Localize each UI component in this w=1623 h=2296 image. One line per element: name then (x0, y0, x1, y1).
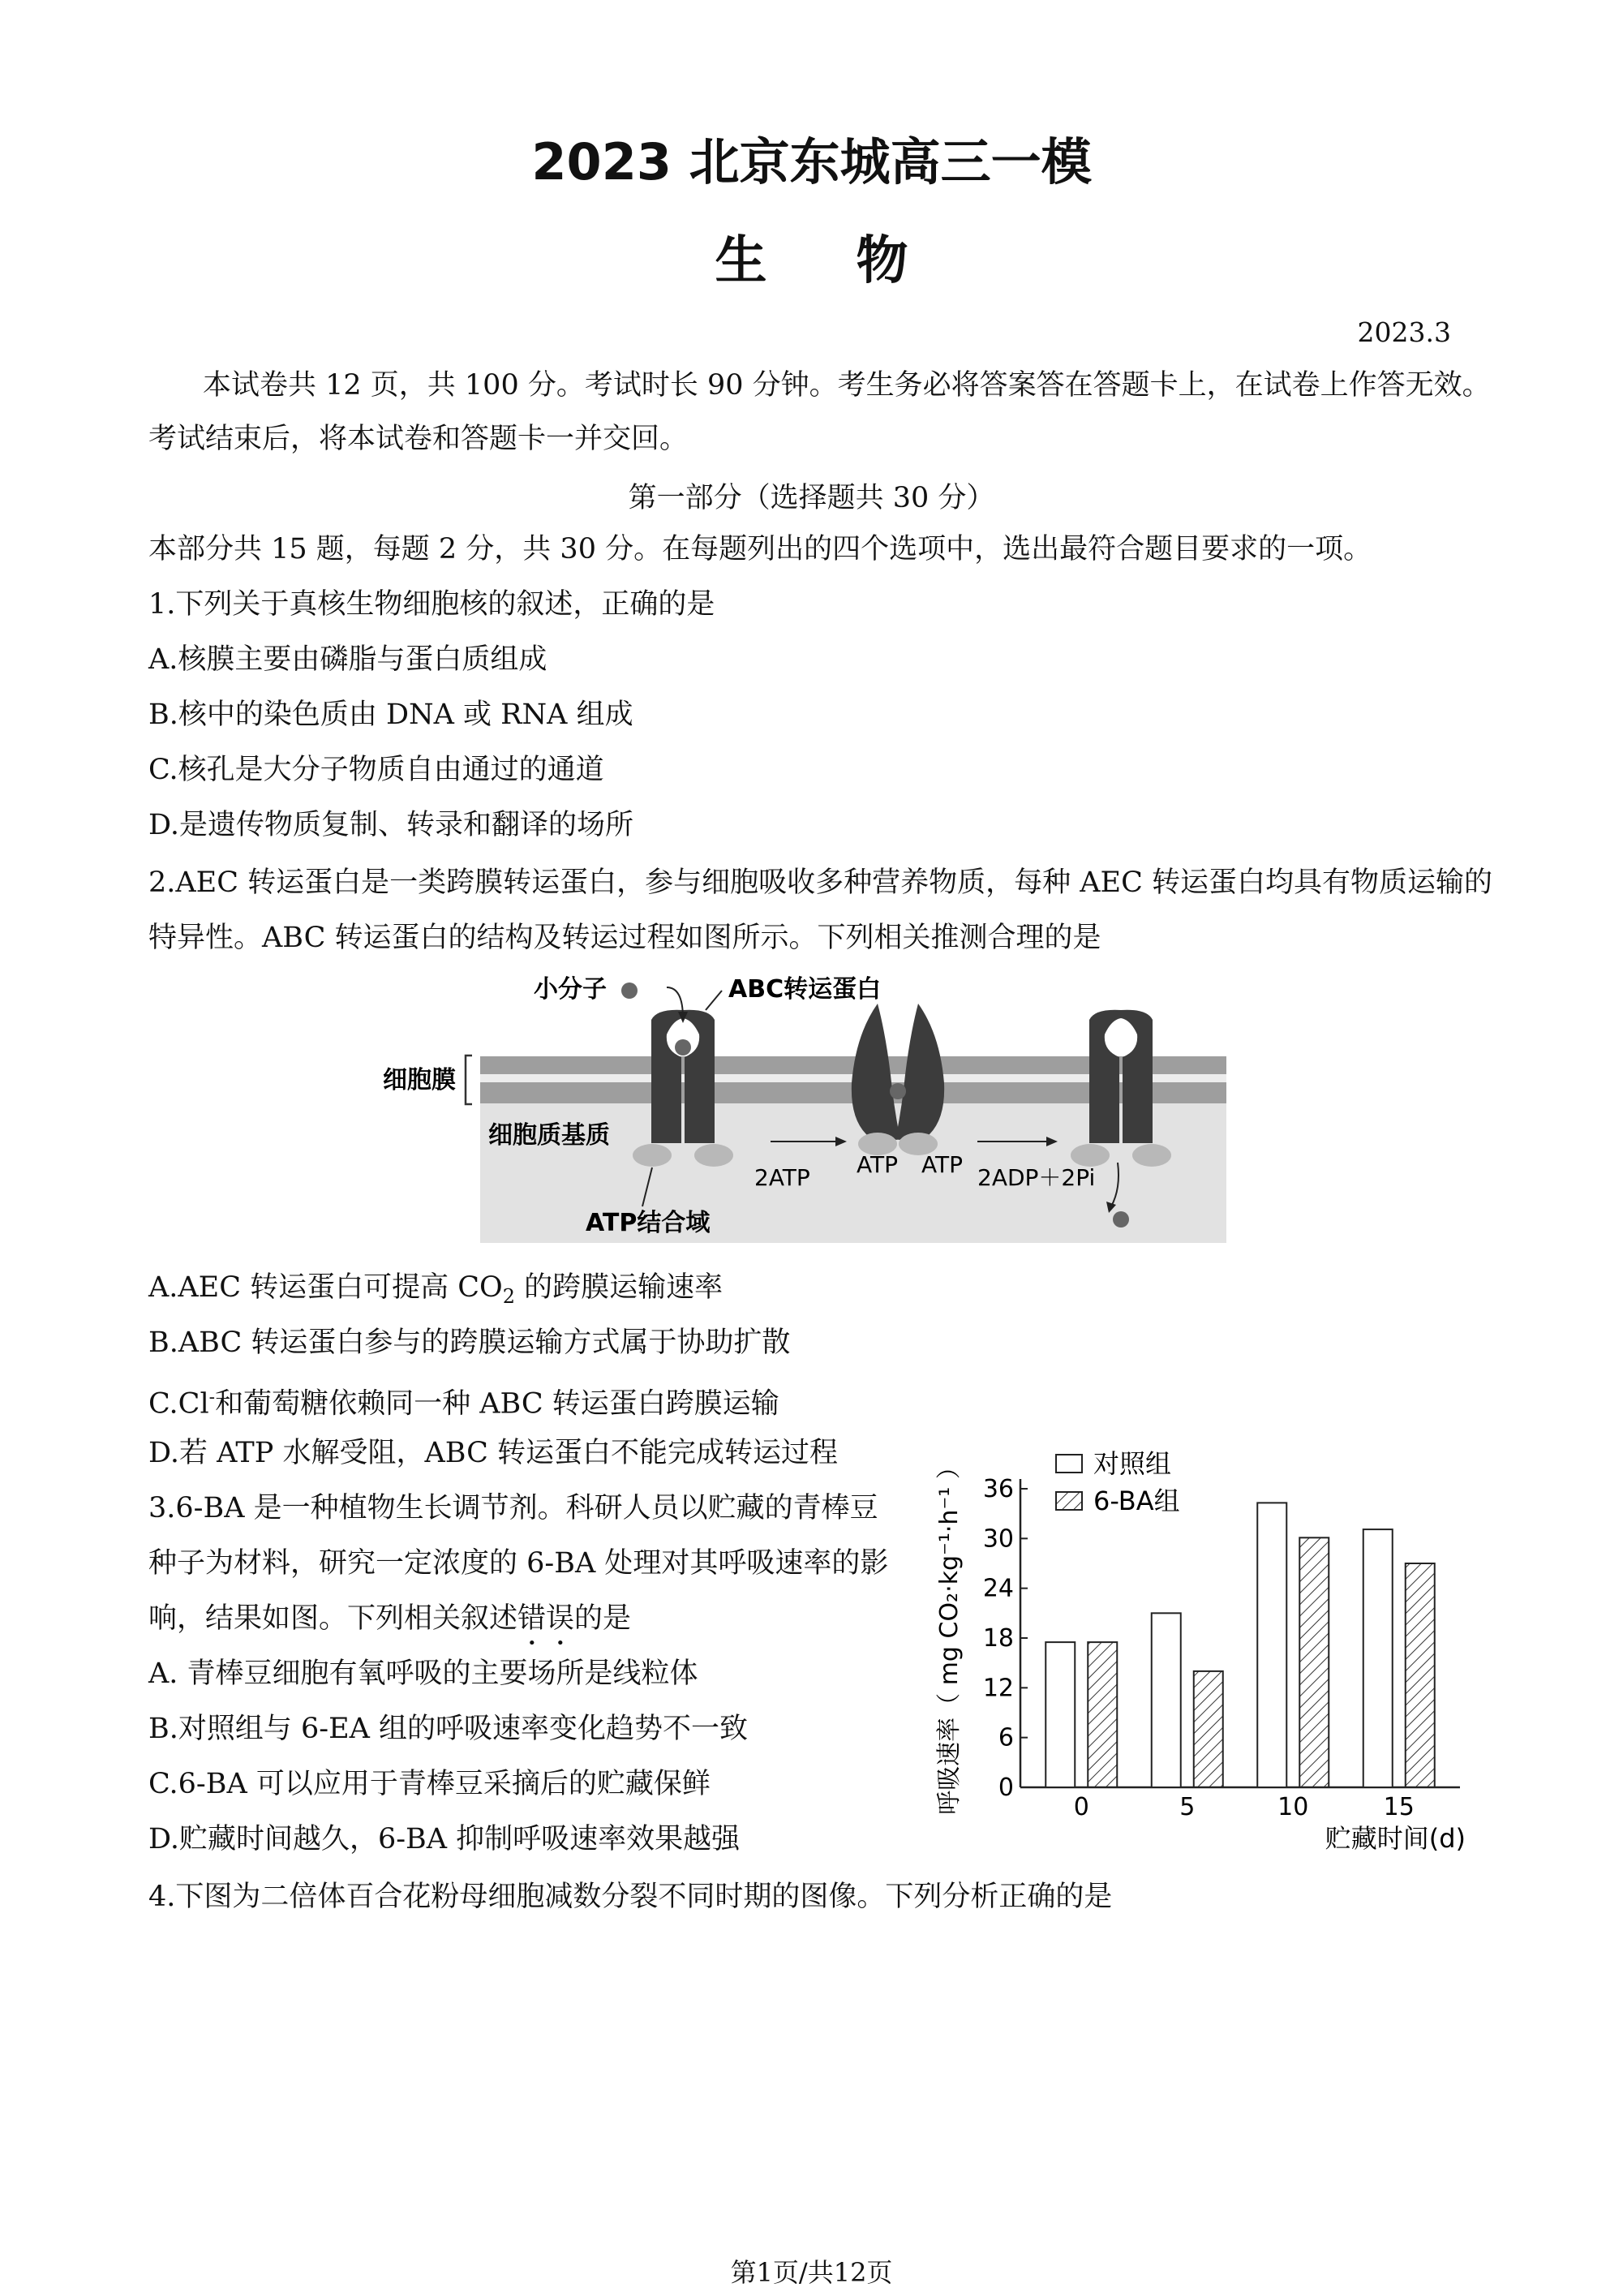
label-atp-right: ATP (921, 1151, 963, 1178)
part1-instructions: 本部分共 15 题，每题 2 分，共 30 分。在每题列出的四个选项中，选出最符合题目要求的一项。 (148, 533, 1372, 565)
q3-stem-line-3: 响，结果如图。下列相关叙述错误的是 (148, 1602, 632, 1635)
intro-line-2: 考试结束后，将本试卷和答题卡一并交回。 (148, 423, 689, 455)
chart-bar-6ba (1299, 1537, 1329, 1787)
q1-option-a: A.核膜主要由磷脂与蛋白质组成 (148, 643, 547, 676)
page-number: 第1页/共12页 (730, 2257, 893, 2288)
q2-stem-line-2: 特异性。ABC 转运蛋白的结构及转运过程如图所示。下列相关推测合理的是 (148, 922, 1101, 954)
abc-transporter-diagram (381, 970, 1249, 1249)
label-2atp: 2ATP (754, 1164, 810, 1191)
label-atp-left: ATP (857, 1151, 898, 1178)
label-adp-pi: 2ADP＋2Pi (977, 1164, 1096, 1191)
q1-option-c: C.核孔是大分子物质自由通过的通道 (148, 754, 604, 786)
chart-y-tick-label: 12 (982, 1674, 1014, 1703)
q2-option-d: D.若 ATP 水解受阻，ABC 转运蛋白不能完成转运过程 (148, 1437, 838, 1469)
chart-x-tick-label: 10 (1277, 1793, 1309, 1821)
chart-y-tick-label: 30 (982, 1524, 1014, 1554)
q1-option-b: B.核中的染色质由 DNA 或 RNA 组成 (148, 699, 633, 731)
chart-bar-control (1257, 1503, 1286, 1787)
q4-stem: 4.下图为二倍体百合花粉母细胞减数分裂不同时期的图像。下列分析正确的是 (148, 1881, 1113, 1913)
label-small-molecule: 小分子 (534, 975, 607, 1004)
chart-bar-6ba (1406, 1563, 1435, 1787)
q3-option-b: B.对照组与 6-EA 组的呼吸速率变化趋势不一致 (148, 1713, 749, 1745)
intro-line-1: 本试卷共 12 页，共 100 分。考试时长 90 分钟。考生务必将答案答在答题卡上，在试卷上作答无效。 (203, 369, 1491, 402)
chart-bar-6ba (1088, 1642, 1117, 1787)
chart-bar-control (1363, 1529, 1393, 1787)
chart-x-tick-label: 0 (1073, 1793, 1089, 1821)
q2-stem-line-1: 2.AEC 转运蛋白是一类跨膜转运蛋白，参与细胞吸收多种营养物质，每种 AEC 转运蛋白均具有物质运输的 (148, 866, 1492, 899)
exam-title: 2023 北京东城高三一模 (531, 132, 1092, 191)
chart-bar-control (1046, 1642, 1075, 1787)
q2-option-c: C.Cl-和葡萄糖依赖同一种 ABC 转运蛋白跨膜运输 (148, 1387, 779, 1421)
chart-y-tick-label: 6 (998, 1723, 1014, 1752)
chart-y-axis-label: 呼吸速率（ mg CO₂·kg⁻¹·h⁻¹ ） (935, 1455, 964, 1815)
legend-swatch (1056, 1455, 1082, 1473)
label-cell-membrane: 细胞膜 (383, 1066, 456, 1094)
q2-option-a: A.AEC 转运蛋白可提高 $CO_2$ 的跨膜运输速率 (148, 1271, 723, 1308)
q3-stem-line-2: 种子为材料，研究一定浓度的 6-BA 处理对其呼吸速率的影 (148, 1547, 889, 1580)
small-molecule-icon (621, 982, 638, 999)
label-atp-binding-domain: ATP结合域 (586, 1209, 711, 1237)
exam-date: 2023.3 (1357, 316, 1451, 348)
q1-option-d: D.是遗传物质复制、转录和翻译的场所 (148, 809, 633, 841)
label-abc-transporter: ABC转运蛋白 (728, 975, 882, 1004)
q3-option-a: A. 青棒豆细胞有氧呼吸的主要场所是线粒体 (148, 1658, 698, 1690)
subject-title: 生物 (715, 231, 998, 291)
q3-stem-line-1: 3.6-BA 是一种植物生长调节剂。科研人员以贮藏的青棒豆 (148, 1492, 878, 1524)
chart-bar-6ba (1194, 1671, 1223, 1787)
q3-option-d: D.贮藏时间越久，6-BA 抑制呼吸速率效果越强 (148, 1823, 741, 1855)
chart-y-tick-label: 18 (982, 1624, 1014, 1653)
legend-label: 6-BA组 (1093, 1486, 1180, 1516)
emphasis-wrong: 错误 (517, 1602, 575, 1635)
legend-label: 对照组 (1093, 1448, 1172, 1479)
respiration-rate-bar-chart (925, 1440, 1492, 1862)
chart-bar-control (1152, 1613, 1181, 1787)
chart-y-tick-label: 24 (982, 1574, 1014, 1603)
membrane-bracket (466, 1056, 472, 1104)
chart-y-tick-label: 36 (982, 1475, 1014, 1503)
chart-x-axis-label: 贮藏时间(d) (1325, 1823, 1466, 1854)
legend-swatch (1056, 1492, 1082, 1510)
q2-option-b: B.ABC 转运蛋白参与的跨膜运输方式属于协助扩散 (148, 1326, 791, 1359)
chart-x-tick-label: 15 (1383, 1793, 1415, 1821)
part1-title: 第一部分（选择题共 30 分） (628, 482, 995, 514)
q1-stem: 1.下列关于真核生物细胞核的叙述，正确的是 (148, 588, 715, 621)
q3-option-c: C.6-BA 可以应用于青棒豆采摘后的贮藏保鲜 (148, 1768, 711, 1800)
chart-y-tick-label: 0 (998, 1774, 1014, 1802)
chart-x-tick-label: 5 (1179, 1793, 1196, 1821)
label-cytoplasm-matrix: 细胞质基质 (488, 1121, 610, 1150)
